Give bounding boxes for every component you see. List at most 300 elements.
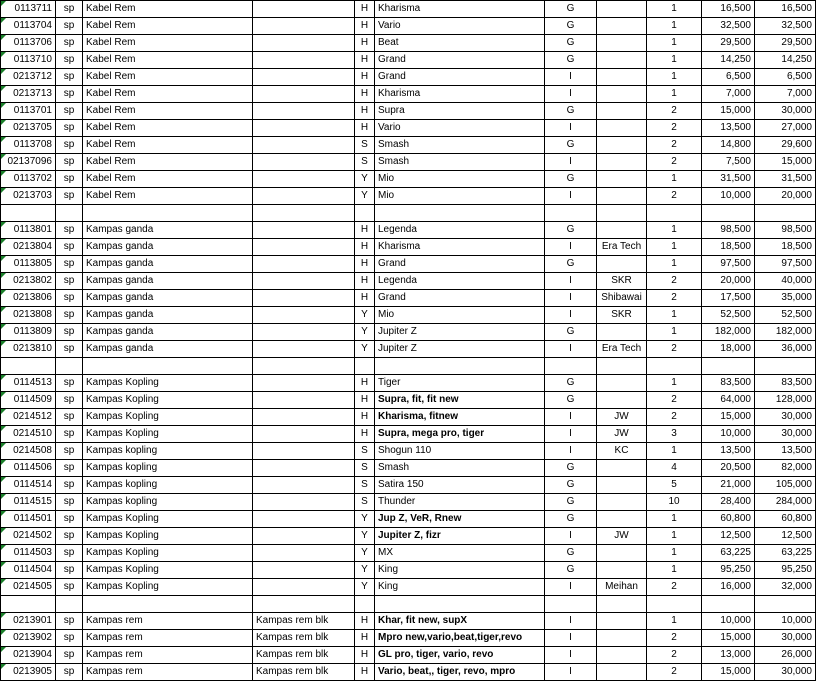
- cell-category[interactable]: Kampas Kopling: [83, 511, 253, 528]
- cell-type[interactable]: sp: [56, 103, 83, 120]
- cell-item-code[interactable]: 0113801: [1, 222, 56, 239]
- cell-unit-price[interactable]: 52,500: [702, 307, 755, 324]
- cell-item-code[interactable]: 0213806: [1, 290, 56, 307]
- cell-grade[interactable]: G: [545, 392, 597, 409]
- cell-model[interactable]: MX: [375, 545, 545, 562]
- cell-brand[interactable]: H: [355, 103, 375, 120]
- cell-subcategory[interactable]: [253, 120, 355, 137]
- cell-category[interactable]: [83, 596, 253, 613]
- cell-supplier[interactable]: Era Tech: [597, 341, 647, 358]
- cell-model[interactable]: Satira 150: [375, 477, 545, 494]
- cell-subcategory[interactable]: [253, 86, 355, 103]
- cell-total[interactable]: 182,000: [755, 324, 816, 341]
- cell-model[interactable]: GL pro, tiger, vario, revo: [375, 647, 545, 664]
- cell-unit-price[interactable]: 18,000: [702, 341, 755, 358]
- cell-subcategory[interactable]: [253, 137, 355, 154]
- cell-item-code[interactable]: 0213902: [1, 630, 56, 647]
- cell-supplier[interactable]: [597, 392, 647, 409]
- cell-unit-price[interactable]: 13,500: [702, 443, 755, 460]
- cell-category[interactable]: Kampas Kopling: [83, 528, 253, 545]
- cell-total[interactable]: [755, 596, 816, 613]
- cell-subcategory[interactable]: [253, 477, 355, 494]
- cell-grade[interactable]: G: [545, 1, 597, 18]
- cell-qty[interactable]: 2: [647, 647, 702, 664]
- cell-supplier[interactable]: [597, 494, 647, 511]
- cell-category[interactable]: Kampas rem: [83, 664, 253, 681]
- cell-type[interactable]: sp: [56, 86, 83, 103]
- cell-supplier[interactable]: JW: [597, 426, 647, 443]
- cell-brand[interactable]: H: [355, 290, 375, 307]
- cell-total[interactable]: 12,500: [755, 528, 816, 545]
- cell-grade[interactable]: I: [545, 69, 597, 86]
- cell-subcategory[interactable]: [253, 273, 355, 290]
- cell-qty[interactable]: [647, 205, 702, 222]
- cell-brand[interactable]: H: [355, 239, 375, 256]
- cell-category[interactable]: Kampas kopling: [83, 494, 253, 511]
- cell-supplier[interactable]: [597, 460, 647, 477]
- cell-subcategory[interactable]: [253, 562, 355, 579]
- cell-unit-price[interactable]: 7,500: [702, 154, 755, 171]
- cell-type[interactable]: sp: [56, 307, 83, 324]
- cell-unit-price[interactable]: 31,500: [702, 171, 755, 188]
- cell-category[interactable]: Kabel Rem: [83, 18, 253, 35]
- cell-item-code[interactable]: 0114509: [1, 392, 56, 409]
- cell-supplier[interactable]: SKR: [597, 273, 647, 290]
- cell-total[interactable]: 98,500: [755, 222, 816, 239]
- cell-grade[interactable]: G: [545, 477, 597, 494]
- cell-grade[interactable]: I: [545, 239, 597, 256]
- cell-subcategory[interactable]: [253, 460, 355, 477]
- cell-item-code[interactable]: 0214505: [1, 579, 56, 596]
- cell-category[interactable]: Kampas ganda: [83, 324, 253, 341]
- cell-category[interactable]: Kabel Rem: [83, 35, 253, 52]
- cell-qty[interactable]: 2: [647, 630, 702, 647]
- cell-brand[interactable]: H: [355, 52, 375, 69]
- cell-qty[interactable]: 1: [647, 545, 702, 562]
- cell-model[interactable]: Jup Z, VeR, Rnew: [375, 511, 545, 528]
- cell-subcategory[interactable]: [253, 375, 355, 392]
- cell-item-code[interactable]: 0113708: [1, 137, 56, 154]
- cell-total[interactable]: 32,000: [755, 579, 816, 596]
- cell-category[interactable]: Kampas rem: [83, 613, 253, 630]
- cell-type[interactable]: sp: [56, 562, 83, 579]
- cell-category[interactable]: Kabel Rem: [83, 52, 253, 69]
- cell-type[interactable]: sp: [56, 18, 83, 35]
- cell-type[interactable]: sp: [56, 579, 83, 596]
- cell-brand[interactable]: S: [355, 477, 375, 494]
- cell-item-code[interactable]: 0114501: [1, 511, 56, 528]
- cell-supplier[interactable]: [597, 562, 647, 579]
- cell-category[interactable]: Kabel Rem: [83, 137, 253, 154]
- cell-brand[interactable]: H: [355, 69, 375, 86]
- cell-total[interactable]: 18,500: [755, 239, 816, 256]
- cell-grade[interactable]: [545, 358, 597, 375]
- cell-category[interactable]: Kampas Kopling: [83, 545, 253, 562]
- cell-grade[interactable]: I: [545, 120, 597, 137]
- cell-item-code[interactable]: [1, 596, 56, 613]
- cell-grade[interactable]: I: [545, 630, 597, 647]
- cell-model[interactable]: Beat: [375, 35, 545, 52]
- cell-model[interactable]: Mio: [375, 188, 545, 205]
- cell-total[interactable]: 30,000: [755, 409, 816, 426]
- cell-brand[interactable]: S: [355, 137, 375, 154]
- cell-unit-price[interactable]: [702, 358, 755, 375]
- cell-unit-price[interactable]: 10,000: [702, 426, 755, 443]
- cell-type[interactable]: sp: [56, 120, 83, 137]
- cell-qty[interactable]: 2: [647, 103, 702, 120]
- cell-total[interactable]: 52,500: [755, 307, 816, 324]
- cell-total[interactable]: [755, 358, 816, 375]
- cell-model[interactable]: Supra, fit, fit new: [375, 392, 545, 409]
- cell-supplier[interactable]: [597, 137, 647, 154]
- cell-type[interactable]: sp: [56, 664, 83, 681]
- cell-brand[interactable]: H: [355, 613, 375, 630]
- cell-category[interactable]: Kampas Kopling: [83, 409, 253, 426]
- cell-brand[interactable]: H: [355, 630, 375, 647]
- cell-model[interactable]: [375, 205, 545, 222]
- cell-item-code[interactable]: 0213901: [1, 613, 56, 630]
- cell-grade[interactable]: I: [545, 341, 597, 358]
- cell-category[interactable]: Kampas Kopling: [83, 375, 253, 392]
- cell-unit-price[interactable]: 10,000: [702, 188, 755, 205]
- cell-supplier[interactable]: [597, 477, 647, 494]
- cell-unit-price[interactable]: 97,500: [702, 256, 755, 273]
- cell-brand[interactable]: S: [355, 494, 375, 511]
- cell-unit-price[interactable]: 20,500: [702, 460, 755, 477]
- cell-qty[interactable]: 1: [647, 69, 702, 86]
- cell-unit-price[interactable]: [702, 596, 755, 613]
- cell-subcategory[interactable]: [253, 409, 355, 426]
- cell-type[interactable]: sp: [56, 545, 83, 562]
- cell-subcategory[interactable]: [253, 392, 355, 409]
- cell-unit-price[interactable]: 7,000: [702, 86, 755, 103]
- cell-total[interactable]: 82,000: [755, 460, 816, 477]
- cell-unit-price[interactable]: 95,250: [702, 562, 755, 579]
- cell-unit-price[interactable]: 98,500: [702, 222, 755, 239]
- cell-brand[interactable]: Y: [355, 324, 375, 341]
- cell-model[interactable]: Mio: [375, 307, 545, 324]
- cell-type[interactable]: sp: [56, 409, 83, 426]
- cell-type[interactable]: sp: [56, 392, 83, 409]
- cell-grade[interactable]: G: [545, 52, 597, 69]
- cell-unit-price[interactable]: 15,000: [702, 103, 755, 120]
- cell-subcategory[interactable]: Kampas rem blk: [253, 664, 355, 681]
- cell-category[interactable]: Kampas kopling: [83, 477, 253, 494]
- cell-type[interactable]: sp: [56, 239, 83, 256]
- cell-type[interactable]: sp: [56, 375, 83, 392]
- cell-unit-price[interactable]: 15,000: [702, 664, 755, 681]
- cell-category[interactable]: Kampas Kopling: [83, 426, 253, 443]
- cell-model[interactable]: Supra, mega pro, tiger: [375, 426, 545, 443]
- cell-supplier[interactable]: Era Tech: [597, 239, 647, 256]
- cell-qty[interactable]: 10: [647, 494, 702, 511]
- cell-type[interactable]: sp: [56, 52, 83, 69]
- cell-model[interactable]: Vario: [375, 120, 545, 137]
- cell-unit-price[interactable]: 17,500: [702, 290, 755, 307]
- cell-grade[interactable]: G: [545, 103, 597, 120]
- cell-grade[interactable]: G: [545, 562, 597, 579]
- cell-qty[interactable]: 1: [647, 324, 702, 341]
- cell-qty[interactable]: 2: [647, 273, 702, 290]
- cell-subcategory[interactable]: [253, 205, 355, 222]
- cell-total[interactable]: 95,250: [755, 562, 816, 579]
- cell-brand[interactable]: [355, 358, 375, 375]
- cell-supplier[interactable]: [597, 86, 647, 103]
- cell-grade[interactable]: G: [545, 545, 597, 562]
- cell-supplier[interactable]: [597, 256, 647, 273]
- cell-qty[interactable]: 2: [647, 341, 702, 358]
- cell-supplier[interactable]: [597, 18, 647, 35]
- cell-category[interactable]: Kampas kopling: [83, 443, 253, 460]
- cell-qty[interactable]: 4: [647, 460, 702, 477]
- cell-qty[interactable]: 1: [647, 443, 702, 460]
- cell-item-code[interactable]: 0113711: [1, 1, 56, 18]
- cell-grade[interactable]: I: [545, 613, 597, 630]
- cell-category[interactable]: Kampas ganda: [83, 341, 253, 358]
- cell-grade[interactable]: G: [545, 256, 597, 273]
- cell-unit-price[interactable]: 13,500: [702, 120, 755, 137]
- cell-subcategory[interactable]: [253, 528, 355, 545]
- cell-unit-price[interactable]: 14,250: [702, 52, 755, 69]
- cell-unit-price[interactable]: 15,000: [702, 409, 755, 426]
- cell-model[interactable]: Grand: [375, 52, 545, 69]
- cell-subcategory[interactable]: [253, 69, 355, 86]
- cell-qty[interactable]: [647, 596, 702, 613]
- cell-model[interactable]: Kharisma, fitnew: [375, 409, 545, 426]
- cell-model[interactable]: Smash: [375, 154, 545, 171]
- cell-total[interactable]: 20,000: [755, 188, 816, 205]
- cell-grade[interactable]: G: [545, 511, 597, 528]
- cell-item-code[interactable]: 0214508: [1, 443, 56, 460]
- cell-supplier[interactable]: [597, 35, 647, 52]
- cell-total[interactable]: [755, 205, 816, 222]
- cell-total[interactable]: 35,000: [755, 290, 816, 307]
- cell-supplier[interactable]: [597, 171, 647, 188]
- cell-model[interactable]: Smash: [375, 460, 545, 477]
- cell-qty[interactable]: 2: [647, 579, 702, 596]
- cell-brand[interactable]: Y: [355, 562, 375, 579]
- cell-qty[interactable]: 1: [647, 171, 702, 188]
- cell-type[interactable]: [56, 596, 83, 613]
- cell-category[interactable]: Kampas Kopling: [83, 579, 253, 596]
- cell-qty[interactable]: 5: [647, 477, 702, 494]
- cell-total[interactable]: 30,000: [755, 664, 816, 681]
- cell-grade[interactable]: I: [545, 307, 597, 324]
- cell-unit-price[interactable]: 63,225: [702, 545, 755, 562]
- cell-category[interactable]: Kabel Rem: [83, 103, 253, 120]
- cell-item-code[interactable]: 0213905: [1, 664, 56, 681]
- cell-brand[interactable]: H: [355, 256, 375, 273]
- cell-subcategory[interactable]: [253, 494, 355, 511]
- cell-subcategory[interactable]: [253, 171, 355, 188]
- cell-brand[interactable]: Y: [355, 511, 375, 528]
- cell-item-code[interactable]: 0114514: [1, 477, 56, 494]
- cell-unit-price[interactable]: 60,800: [702, 511, 755, 528]
- cell-grade[interactable]: I: [545, 273, 597, 290]
- cell-brand[interactable]: Y: [355, 528, 375, 545]
- cell-grade[interactable]: I: [545, 86, 597, 103]
- cell-item-code[interactable]: 0213713: [1, 86, 56, 103]
- cell-model[interactable]: Jupiter Z: [375, 341, 545, 358]
- cell-item-code[interactable]: [1, 358, 56, 375]
- cell-brand[interactable]: H: [355, 409, 375, 426]
- cell-qty[interactable]: 2: [647, 137, 702, 154]
- cell-model[interactable]: King: [375, 579, 545, 596]
- cell-item-code[interactable]: 0213808: [1, 307, 56, 324]
- cell-grade[interactable]: [545, 205, 597, 222]
- cell-type[interactable]: sp: [56, 1, 83, 18]
- cell-brand[interactable]: H: [355, 426, 375, 443]
- cell-total[interactable]: 30,000: [755, 630, 816, 647]
- cell-brand[interactable]: H: [355, 375, 375, 392]
- cell-item-code[interactable]: 0113706: [1, 35, 56, 52]
- cell-subcategory[interactable]: [253, 596, 355, 613]
- cell-grade[interactable]: I: [545, 528, 597, 545]
- cell-subcategory[interactable]: [253, 222, 355, 239]
- cell-item-code[interactable]: 0114513: [1, 375, 56, 392]
- cell-category[interactable]: Kabel Rem: [83, 120, 253, 137]
- cell-category[interactable]: Kabel Rem: [83, 86, 253, 103]
- cell-total[interactable]: 83,500: [755, 375, 816, 392]
- cell-qty[interactable]: 1: [647, 1, 702, 18]
- cell-qty[interactable]: 3: [647, 426, 702, 443]
- cell-total[interactable]: 26,000: [755, 647, 816, 664]
- cell-category[interactable]: Kampas ganda: [83, 290, 253, 307]
- cell-grade[interactable]: I: [545, 290, 597, 307]
- cell-supplier[interactable]: [597, 596, 647, 613]
- cell-subcategory[interactable]: [253, 443, 355, 460]
- cell-item-code[interactable]: 0213810: [1, 341, 56, 358]
- cell-total[interactable]: 10,000: [755, 613, 816, 630]
- cell-category[interactable]: [83, 358, 253, 375]
- cell-category[interactable]: Kabel Rem: [83, 1, 253, 18]
- cell-supplier[interactable]: [597, 154, 647, 171]
- cell-total[interactable]: 30,000: [755, 426, 816, 443]
- cell-category[interactable]: Kampas ganda: [83, 307, 253, 324]
- cell-total[interactable]: 40,000: [755, 273, 816, 290]
- cell-brand[interactable]: [355, 205, 375, 222]
- cell-item-code[interactable]: 0114504: [1, 562, 56, 579]
- cell-model[interactable]: Legenda: [375, 273, 545, 290]
- cell-item-code[interactable]: 0213804: [1, 239, 56, 256]
- cell-total[interactable]: 31,500: [755, 171, 816, 188]
- cell-item-code[interactable]: 0213712: [1, 69, 56, 86]
- cell-type[interactable]: [56, 205, 83, 222]
- cell-type[interactable]: sp: [56, 137, 83, 154]
- cell-total[interactable]: 32,500: [755, 18, 816, 35]
- cell-qty[interactable]: 1: [647, 613, 702, 630]
- cell-qty[interactable]: 1: [647, 52, 702, 69]
- cell-total[interactable]: 97,500: [755, 256, 816, 273]
- cell-unit-price[interactable]: 16,000: [702, 579, 755, 596]
- cell-category[interactable]: Kampas rem: [83, 647, 253, 664]
- cell-supplier[interactable]: [597, 120, 647, 137]
- cell-item-code[interactable]: 0113809: [1, 324, 56, 341]
- cell-item-code[interactable]: 0113701: [1, 103, 56, 120]
- cell-subcategory[interactable]: [253, 188, 355, 205]
- cell-subcategory[interactable]: [253, 154, 355, 171]
- cell-item-code[interactable]: 0214510: [1, 426, 56, 443]
- cell-subcategory[interactable]: [253, 426, 355, 443]
- cell-item-code[interactable]: 0114503: [1, 545, 56, 562]
- cell-grade[interactable]: I: [545, 579, 597, 596]
- cell-item-code[interactable]: 0213802: [1, 273, 56, 290]
- cell-total[interactable]: 30,000: [755, 103, 816, 120]
- cell-item-code[interactable]: 0114515: [1, 494, 56, 511]
- cell-type[interactable]: sp: [56, 528, 83, 545]
- cell-supplier[interactable]: [597, 664, 647, 681]
- cell-model[interactable]: Legenda: [375, 222, 545, 239]
- cell-brand[interactable]: S: [355, 154, 375, 171]
- cell-brand[interactable]: H: [355, 18, 375, 35]
- cell-item-code[interactable]: 0113704: [1, 18, 56, 35]
- cell-grade[interactable]: I: [545, 154, 597, 171]
- cell-subcategory[interactable]: [253, 52, 355, 69]
- cell-brand[interactable]: S: [355, 443, 375, 460]
- cell-qty[interactable]: 1: [647, 562, 702, 579]
- cell-category[interactable]: Kampas ganda: [83, 256, 253, 273]
- cell-category[interactable]: Kabel Rem: [83, 188, 253, 205]
- cell-category[interactable]: Kampas ganda: [83, 222, 253, 239]
- cell-type[interactable]: sp: [56, 460, 83, 477]
- cell-grade[interactable]: G: [545, 324, 597, 341]
- cell-type[interactable]: sp: [56, 222, 83, 239]
- cell-subcategory[interactable]: [253, 511, 355, 528]
- cell-item-code[interactable]: 0113805: [1, 256, 56, 273]
- cell-grade[interactable]: I: [545, 647, 597, 664]
- cell-unit-price[interactable]: 64,000: [702, 392, 755, 409]
- cell-total[interactable]: 27,000: [755, 120, 816, 137]
- cell-brand[interactable]: H: [355, 273, 375, 290]
- cell-supplier[interactable]: [597, 324, 647, 341]
- cell-supplier[interactable]: JW: [597, 409, 647, 426]
- cell-unit-price[interactable]: 28,400: [702, 494, 755, 511]
- cell-supplier[interactable]: KC: [597, 443, 647, 460]
- cell-unit-price[interactable]: 182,000: [702, 324, 755, 341]
- cell-item-code[interactable]: 0214502: [1, 528, 56, 545]
- cell-total[interactable]: 105,000: [755, 477, 816, 494]
- cell-unit-price[interactable]: 6,500: [702, 69, 755, 86]
- cell-item-code[interactable]: 0213705: [1, 120, 56, 137]
- cell-type[interactable]: sp: [56, 647, 83, 664]
- cell-brand[interactable]: H: [355, 86, 375, 103]
- cell-brand[interactable]: H: [355, 392, 375, 409]
- cell-grade[interactable]: G: [545, 222, 597, 239]
- cell-subcategory[interactable]: [253, 18, 355, 35]
- cell-category[interactable]: Kampas kopling: [83, 460, 253, 477]
- cell-grade[interactable]: G: [545, 460, 597, 477]
- cell-category[interactable]: Kampas Kopling: [83, 562, 253, 579]
- cell-subcategory[interactable]: [253, 103, 355, 120]
- cell-unit-price[interactable]: 20,000: [702, 273, 755, 290]
- cell-category[interactable]: Kampas ganda: [83, 273, 253, 290]
- cell-type[interactable]: sp: [56, 273, 83, 290]
- cell-total[interactable]: 29,600: [755, 137, 816, 154]
- cell-total[interactable]: 60,800: [755, 511, 816, 528]
- cell-grade[interactable]: G: [545, 137, 597, 154]
- cell-subcategory[interactable]: [253, 256, 355, 273]
- cell-type[interactable]: sp: [56, 35, 83, 52]
- cell-type[interactable]: sp: [56, 477, 83, 494]
- cell-grade[interactable]: [545, 596, 597, 613]
- cell-qty[interactable]: 1: [647, 307, 702, 324]
- cell-unit-price[interactable]: 83,500: [702, 375, 755, 392]
- cell-brand[interactable]: S: [355, 460, 375, 477]
- cell-supplier[interactable]: [597, 545, 647, 562]
- cell-brand[interactable]: Y: [355, 171, 375, 188]
- cell-category[interactable]: Kabel Rem: [83, 69, 253, 86]
- cell-unit-price[interactable]: 32,500: [702, 18, 755, 35]
